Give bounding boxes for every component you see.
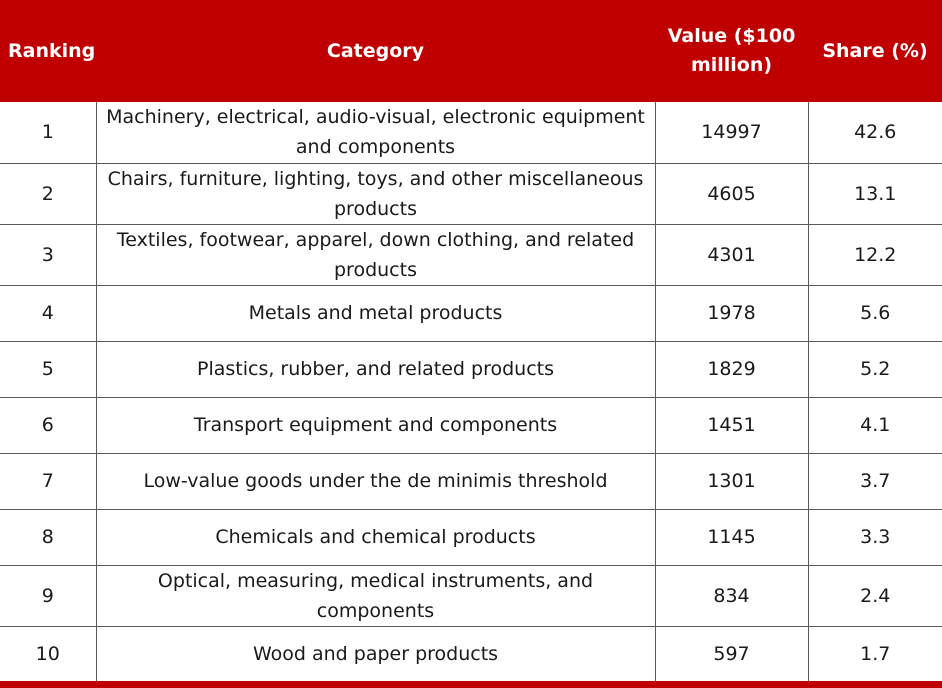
ranking-cell: 7 (0, 453, 96, 509)
table-row (0, 224, 942, 285)
share-cell: 13.1 (808, 163, 942, 224)
header-category: Category (96, 0, 655, 102)
value-cell: 834 (655, 565, 808, 626)
share-cell: 12.2 (808, 224, 942, 285)
table-body (0, 102, 942, 682)
value-cell: 1829 (655, 341, 808, 397)
table-row (0, 565, 942, 626)
ranking-cell: 5 (0, 341, 96, 397)
table-row (0, 397, 942, 453)
share-cell: 42.6 (808, 102, 942, 163)
category-cell: Optical, measuring, medical instruments, and components (96, 565, 655, 626)
category-cell: Wood and paper products (96, 626, 655, 682)
category-cell: Textiles, footwear, apparel, down clothing, and related products (96, 224, 655, 285)
category-cell: Chemicals and chemical products (96, 509, 655, 565)
share-cell: 3.7 (808, 453, 942, 509)
ranking-cell: 6 (0, 397, 96, 453)
category-cell: Metals and metal products (96, 285, 655, 341)
value-cell: 1301 (655, 453, 808, 509)
category-cell: Transport equipment and components (96, 397, 655, 453)
table-row (0, 626, 942, 682)
category-cell: Low-value goods under the de minimis threshold (96, 453, 655, 509)
bottom-rule (0, 681, 942, 688)
value-cell: 1145 (655, 509, 808, 565)
share-cell: 5.2 (808, 341, 942, 397)
table-row (0, 285, 942, 341)
share-cell: 3.3 (808, 509, 942, 565)
value-cell: 597 (655, 626, 808, 682)
value-cell: 1978 (655, 285, 808, 341)
value-cell: 4605 (655, 163, 808, 224)
share-cell: 4.1 (808, 397, 942, 453)
header-row (0, 0, 942, 102)
ranking-cell: 3 (0, 224, 96, 285)
ranking-cell: 10 (0, 626, 96, 682)
ranking-cell: 1 (41, 121, 54, 144)
table-row (0, 163, 942, 224)
ranking-cell: 9 (0, 565, 96, 626)
share-cell: 2.4 (808, 565, 942, 626)
share-cell: 1.7 (808, 626, 942, 682)
table-row (0, 102, 942, 163)
category-cell: Chairs, furniture, lighting, toys, and other miscellaneous products (96, 163, 655, 224)
category-cell: Machinery, electrical, audio-visual, electronic equipment and components (96, 102, 655, 163)
ranking-cell: 2 (0, 163, 96, 224)
header-share: Share (%) (808, 0, 942, 102)
category-cell: Plastics, rubber, and related products (96, 341, 655, 397)
table-row (0, 453, 942, 509)
value-cell: 4301 (655, 224, 808, 285)
table-header (0, 0, 942, 102)
table-row (0, 341, 942, 397)
ranking-cell: 8 (0, 509, 96, 565)
value-cell: 1451 (655, 397, 808, 453)
ranking-cell: 4 (0, 285, 96, 341)
header-value: Value ($100 million) (655, 0, 808, 102)
header-ranking: Ranking (0, 0, 96, 102)
share-cell: 5.6 (808, 285, 942, 341)
value-cell: 14997 (655, 102, 808, 163)
table-row (0, 509, 942, 565)
